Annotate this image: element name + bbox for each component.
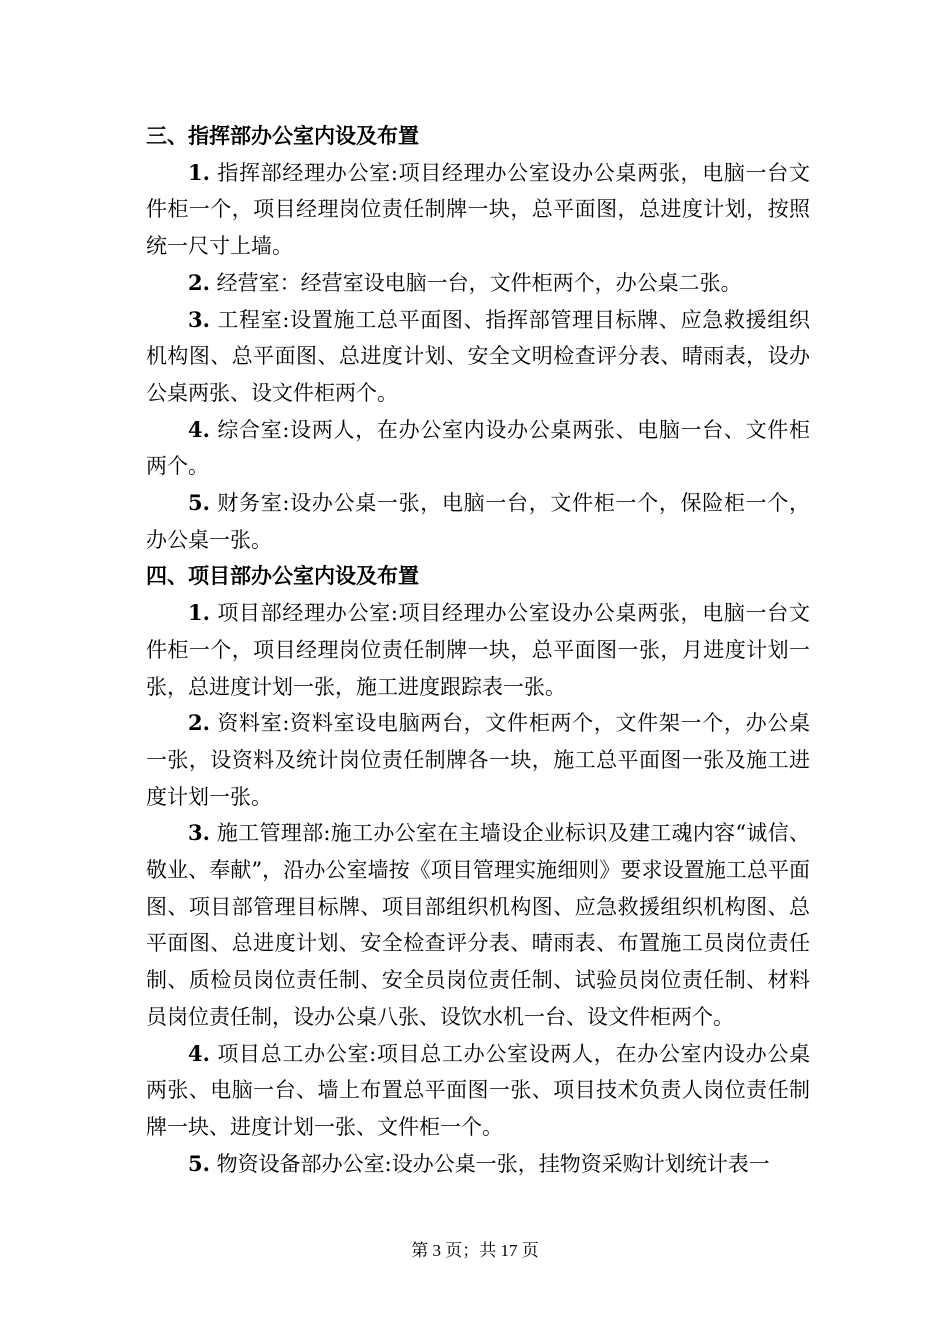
section-3-item-4 — [146, 412, 810, 485]
section-4-item-4 — [146, 1036, 810, 1146]
page-footer: 第 3 页；共 17 页 — [411, 1241, 539, 1260]
section-3-item-2 — [146, 265, 810, 302]
item-text: 项目总工办公室:项目总工办公室设两人，在办公室内设办公桌两张、电脑一台、墙上布置总平面图一张、项目技术负责人岗位责任制牌一块、进度计划一张、文件柜一个。 — [146, 1041, 810, 1139]
item-number: 2. — [188, 269, 210, 295]
item-number: 2. — [188, 710, 210, 736]
item-text: 项目部经理办公室:项目经理办公室设办公桌两张，电脑一台文件柜一个，项目经理岗位责任制牌一块，总平面图一张，月进度计划一张，总进度计划一张，施工进度跟踪表一张。 — [146, 601, 810, 699]
item-number: 4. — [188, 416, 210, 442]
section-3-item-5 — [146, 485, 810, 558]
item-text: 资料室:资料室设电脑两台，文件柜两个，文件架一个，办公桌一张，设资料及统计岗位责任制牌各一块，施工总平面图一张及施工进度计划一张。 — [146, 711, 810, 809]
section-4-item-2 — [146, 705, 810, 815]
item-number: 3. — [188, 820, 210, 846]
section-3-item-3 — [146, 302, 810, 412]
item-text: 指挥部经理办公室:项目经理办公室设办公桌两张，电脑一台文件柜一个，项目经理岗位责任制牌一块，总平面图，总进度计划，按照统一尺寸上墙。 — [146, 160, 810, 259]
item-text: 综合室:设两人，在办公室内设办公桌两张、电脑一台、文件柜两个。 — [146, 417, 810, 479]
document-body — [146, 118, 810, 1182]
item-text: 施工管理部:施工办公室在主墙设企业标识及建工魂内容“诚信、敬业、奉献”，沿办公室墙按《项目管理实施细则》要求设置施工总平面图、项目部管理目标牌、项目部组织机构图、应急救援组织机构图、总平面图、总进度计划、安全检查评分表、晴雨表、布置施工员岗位责任制、质检员岗位责任制、安全员岗位责任制、试验员岗位责任制、材料员岗位责任制，设办公桌八张、设饮水机一台、设文件柜两个。 — [146, 821, 810, 1029]
section-4-heading: 四、项目部办公室内设及布置 — [146, 563, 419, 589]
item-text: 工程室:设置施工总平面图、指挥部管理目标牌、应急救援组织机构图、总平面图、总进度计划、安全文明检查评分表、晴雨表，设办公桌两张、设文件柜两个。 — [146, 307, 810, 405]
item-number: 4. — [188, 1040, 210, 1066]
section-4-item-3 — [146, 815, 810, 1035]
section-3-item-1 — [146, 155, 810, 265]
item-number: 1. — [188, 159, 210, 185]
item-text: 物资设备部办公室:设办公桌一张，挂物资采购计划统计表一 — [216, 1151, 770, 1176]
item-number: 3. — [188, 306, 210, 332]
item-text: 经营室：经营室设电脑一台，文件柜两个，办公桌二张。 — [216, 270, 742, 295]
item-number: 5. — [188, 1150, 210, 1176]
section-3-heading: 三、指挥部办公室内设及布置 — [146, 123, 419, 148]
item-number: 1. — [188, 600, 210, 626]
item-number: 5. — [188, 490, 210, 516]
item-text: 财务室:设办公桌一张，电脑一台，文件柜一个，保险柜一个，办公桌一张。 — [146, 491, 810, 552]
section-4-item-1 — [146, 595, 810, 705]
section-4-item-5 — [146, 1146, 810, 1183]
